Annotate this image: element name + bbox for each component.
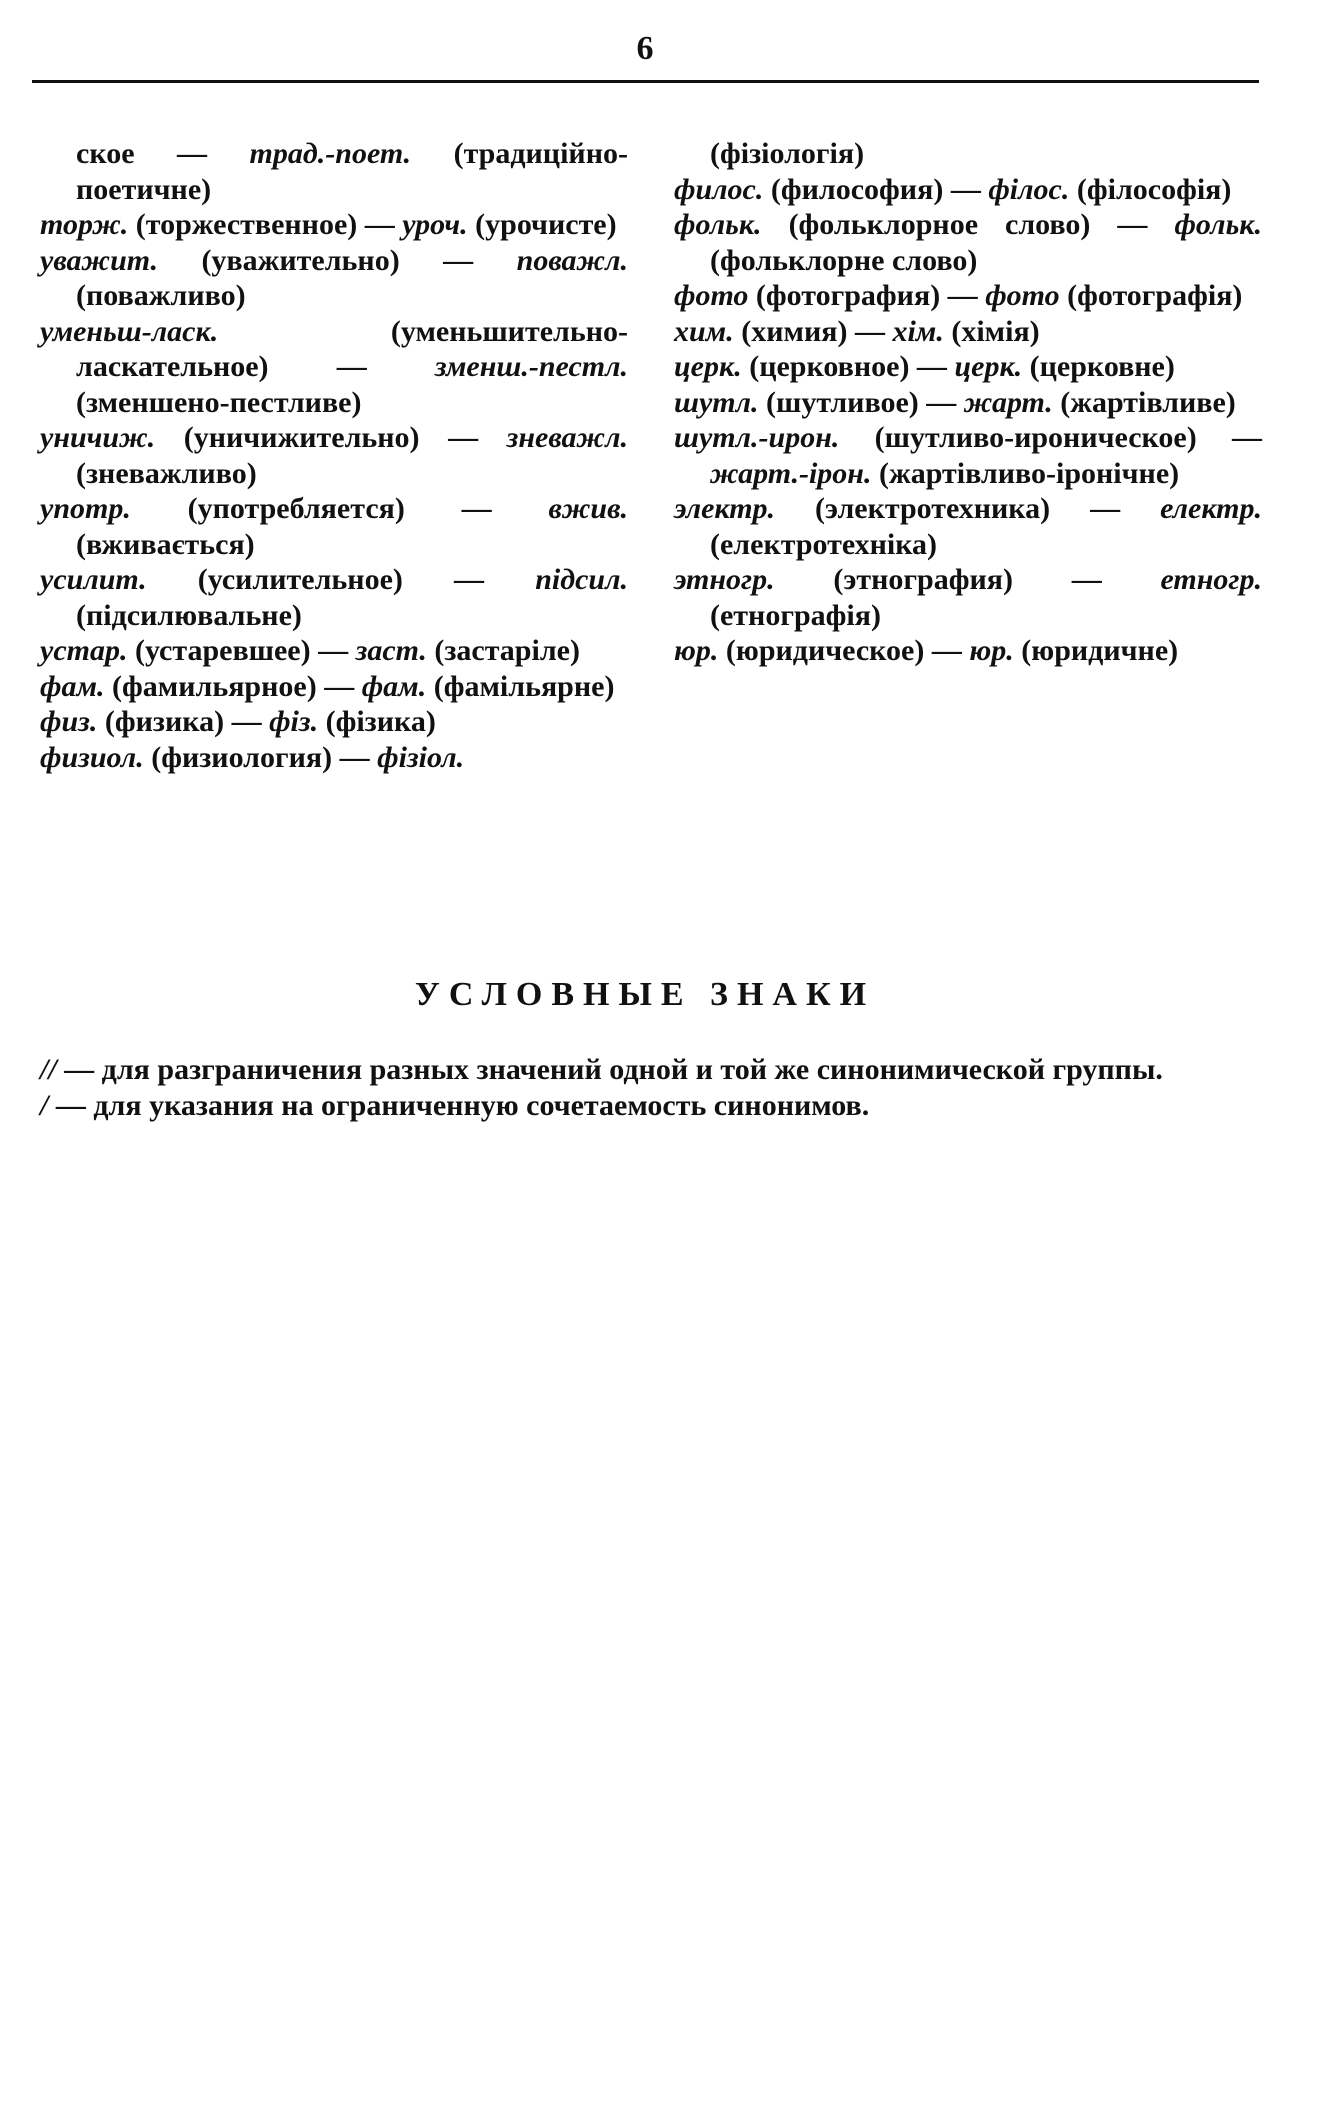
section-title: УСЛОВНЫЕ ЗНАКИ <box>414 976 876 1013</box>
ukrainian-abbreviation: поважл. <box>516 243 628 277</box>
russian-abbreviation: употр. <box>40 492 131 525</box>
russian-abbreviation: фам. <box>40 669 105 703</box>
ukrainian-gloss: (поважливо) <box>76 279 246 312</box>
abbreviation-entry <box>674 136 1262 172</box>
ukrainian-abbreviation: підсил. <box>535 563 628 596</box>
convention-item <box>40 1088 1262 1124</box>
convention-symbol: // <box>40 1053 57 1086</box>
ukrainian-abbreviation: вжив. <box>548 492 628 525</box>
abbreviation-entry <box>40 207 628 243</box>
russian-gloss: (электротехника) — <box>775 492 1161 525</box>
ukrainian-gloss: (жартівливо-іронічне) <box>871 456 1180 490</box>
abbreviation-entry <box>40 314 628 421</box>
ukrainian-gloss: (юридичне) <box>1013 634 1179 667</box>
ukrainian-gloss: (фамільярне) <box>426 669 615 703</box>
abbreviation-entry <box>40 491 628 562</box>
abbreviation-entry <box>674 314 1262 350</box>
entry-continuation-text: ское — <box>76 137 250 170</box>
russian-gloss: (шутливо-ироническое) — <box>839 421 1262 454</box>
russian-gloss: (физиология) — <box>143 740 378 774</box>
ukrainian-abbreviation: жарт.-ірон. <box>710 456 872 490</box>
convention-text: — для указания на ограниченную сочетаемость синонимов. <box>48 1089 870 1122</box>
abbreviation-entry <box>674 633 1262 669</box>
abbreviation-entry <box>674 385 1262 421</box>
convention-text: — для разграничения разных значений одной и той же синонимической группы. <box>56 1053 1163 1086</box>
abbreviation-entry <box>40 420 628 491</box>
russian-abbreviation: церк. <box>674 350 742 383</box>
ukrainian-abbreviation: фам. <box>361 669 427 703</box>
abbreviation-entry <box>674 278 1262 314</box>
russian-gloss: (усилительное) — <box>146 563 536 596</box>
ukrainian-gloss: (застаріле) <box>426 634 580 667</box>
ukrainian-abbreviation: електр. <box>1160 492 1262 525</box>
ukrainian-abbreviation: хім. <box>892 314 944 348</box>
russian-abbreviation: устар. <box>40 634 128 667</box>
ukrainian-gloss: (урочисте) <box>467 208 617 241</box>
ukrainian-gloss: (вживається) <box>76 527 255 561</box>
russian-gloss: (философия) — <box>763 172 989 206</box>
russian-gloss: (церковное) — <box>741 350 955 383</box>
abbreviation-entry <box>674 172 1262 208</box>
ukrainian-gloss: (філософія) <box>1069 172 1232 206</box>
ukrainian-abbreviation: уроч. <box>402 208 468 241</box>
abbreviation-entry <box>674 420 1262 491</box>
russian-abbreviation: усилит. <box>40 563 147 596</box>
russian-abbreviation: этногр. <box>674 563 775 596</box>
abbreviation-entry <box>40 243 628 314</box>
ukrainian-gloss: (жартівливе) <box>1052 385 1236 419</box>
russian-abbreviation: электр. <box>674 492 776 525</box>
ukrainian-abbreviation: фіз. <box>269 705 319 738</box>
ukrainian-abbreviation: трад.-поет. <box>249 137 412 170</box>
russian-abbreviation: фото <box>674 279 749 312</box>
ukrainian-abbreviation: фото <box>985 279 1060 312</box>
russian-abbreviation: шутл.-ирон. <box>674 421 840 454</box>
ukrainian-gloss: (хімія) <box>943 314 1040 348</box>
russian-gloss: (шутливое) — <box>758 385 964 419</box>
russian-abbreviation: торж. <box>40 208 129 241</box>
russian-abbreviation: хим. <box>674 314 734 348</box>
ukrainian-gloss: (зневажливо) <box>76 456 257 490</box>
abbreviation-entry <box>40 633 628 669</box>
conventions-list <box>40 1052 1262 1124</box>
russian-abbreviation: уважит. <box>40 243 158 277</box>
ukrainian-gloss: (електротехніка) <box>710 527 938 561</box>
ukrainian-gloss: (церковне) <box>1022 350 1175 383</box>
abbreviation-entry <box>40 136 628 207</box>
ukrainian-gloss: (традиційно-поетичне) <box>76 137 628 206</box>
abbreviation-entry <box>40 740 628 776</box>
ukrainian-gloss: (фольклорне слово) <box>710 243 978 277</box>
abbreviation-entry <box>40 669 628 705</box>
russian-abbreviation: фольк. <box>674 208 762 241</box>
ukrainian-abbreviation: жарт. <box>963 385 1053 419</box>
abbreviation-entry <box>674 562 1262 633</box>
russian-gloss: (употребляется) — <box>130 492 549 525</box>
russian-gloss: (уважительно) — <box>157 243 517 277</box>
russian-abbreviation: филос. <box>674 172 764 206</box>
ukrainian-abbreviation: юр. <box>969 634 1014 667</box>
russian-gloss: (уничижительно) — <box>155 421 507 454</box>
ukrainian-abbreviation: церк. <box>954 350 1023 383</box>
russian-abbreviation: уничиж. <box>40 421 156 454</box>
abbreviation-entry <box>674 349 1262 385</box>
ukrainian-abbreviation: фізіол. <box>377 740 465 774</box>
russian-abbreviation: уменьш-ласк. <box>40 314 219 348</box>
russian-gloss: (фамильярное) — <box>104 669 362 703</box>
russian-gloss: (торжественное) — <box>128 208 403 241</box>
russian-gloss: (этнография) — <box>774 563 1161 596</box>
header-rule <box>32 80 1259 83</box>
russian-gloss: (физика) — <box>97 705 270 738</box>
convention-symbol: / <box>40 1089 49 1122</box>
ukrainian-abbreviation: етногр. <box>1160 563 1262 596</box>
ukrainian-abbreviation: філос. <box>988 172 1070 206</box>
abbreviations-left-column <box>40 136 628 775</box>
convention-item <box>40 1052 1262 1088</box>
russian-gloss: (фольклорное слово) — <box>761 208 1175 241</box>
ukrainian-abbreviation: фольк. <box>1174 208 1262 241</box>
russian-gloss: (фотография) — <box>748 279 986 312</box>
ukrainian-gloss: (етнографія) <box>710 598 881 632</box>
ukrainian-gloss: (підсилювальне) <box>76 598 302 632</box>
russian-gloss: (устаревшее) — <box>127 634 356 667</box>
russian-abbreviation: шутл. <box>674 385 759 419</box>
russian-abbreviation: физиол. <box>40 740 144 774</box>
page-number: 6 <box>636 30 654 67</box>
russian-abbreviation: физ. <box>40 705 98 738</box>
ukrainian-gloss: (фізика) <box>318 705 436 738</box>
entry-continuation-text: (фізіологія) <box>710 137 865 170</box>
abbreviation-entry <box>674 207 1262 278</box>
russian-gloss: (юридическое) — <box>718 634 970 667</box>
abbreviation-entry <box>674 491 1262 562</box>
russian-gloss: (уменьшительно-ласкательное) — <box>76 314 628 383</box>
abbreviations-right-column <box>674 136 1262 669</box>
abbreviation-entry <box>40 562 628 633</box>
ukrainian-gloss: (фотографія) <box>1059 279 1243 312</box>
ukrainian-abbreviation: зменш.-пестл. <box>434 350 628 383</box>
ukrainian-abbreviation: зневажл. <box>506 421 628 454</box>
russian-abbreviation: юр. <box>674 634 719 667</box>
abbreviation-entry <box>40 704 628 740</box>
ukrainian-gloss: (зменшено-пестливе) <box>76 385 362 419</box>
ukrainian-abbreviation: заст. <box>355 634 427 667</box>
russian-gloss: (химия) — <box>733 314 893 348</box>
